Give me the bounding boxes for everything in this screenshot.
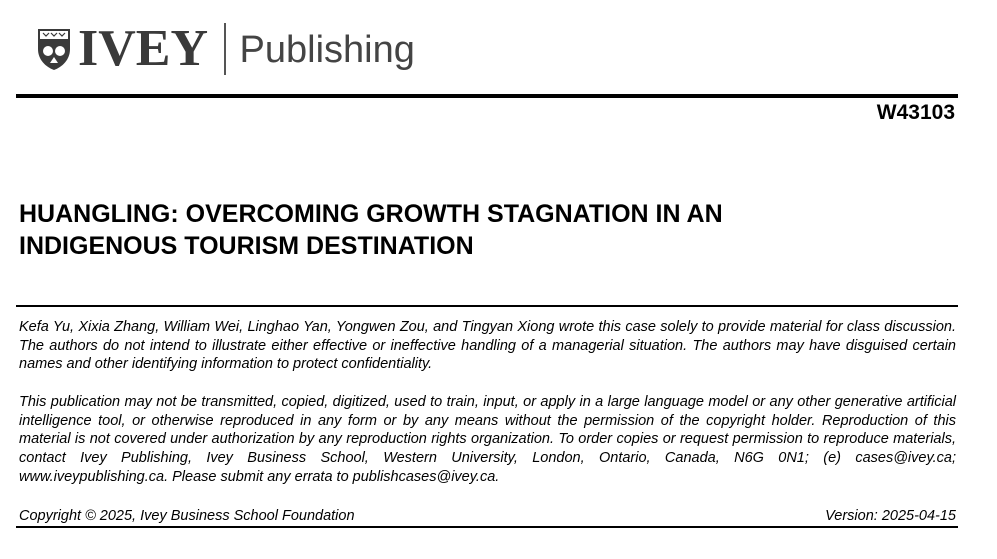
authors-disclaimer: Kefa Yu, Xixia Zhang, William Wei, Linghao Yan, Yongwen Zou, and Tingyan Xiong wrote this case solely to provide material for class discussion. The authors do not intend to illustrate either effective or ineffective handling of a managerial situation. The authors may have disguised certain names and other identifying information to protect confidentiality.: [19, 319, 956, 373]
version-text: Version: 2025-04-15: [825, 508, 956, 524]
publisher-name: Publishing: [239, 29, 415, 71]
bottom-rule: [16, 526, 958, 528]
logo-divider: [224, 23, 226, 75]
case-code: W43103: [876, 101, 955, 124]
title-line: INDIGENOUS TOURISM DESTINATION: [19, 232, 474, 260]
top-rule: [16, 94, 958, 98]
case-title: [19, 198, 959, 262]
ivey-publishing-logo: [36, 18, 415, 80]
reproduction-notice: This publication may not be transmitted, copied, digitized, used to train, input, or apply in a large language model or any other generative artificial intelligence tool, or otherwise reproduced in any form or by any means without the permission of the copyright holder. Reproduction of this material is not covered under authorization by any reproduction rights organization. To order copies or request permission to reproduce materials, contact Ivey Publishing, Ivey Business School, Western University, London, Ontario, Canada, N6G 0N1; (e) cases@ivey.ca; www.iveypublishing.ca. Please submit any errata to publishcases@ivey.ca.: [19, 394, 956, 485]
title-line: HUANGLING: OVERCOMING GROWTH STAGNATION IN AN: [19, 200, 723, 228]
footer: [19, 508, 956, 524]
logo-wordmark: IVEY: [78, 20, 209, 77]
middle-rule: [16, 305, 958, 307]
shield-crest-icon: [36, 27, 72, 71]
copyright-text: Copyright © 2025, Ivey Business School Foundation: [19, 508, 355, 524]
